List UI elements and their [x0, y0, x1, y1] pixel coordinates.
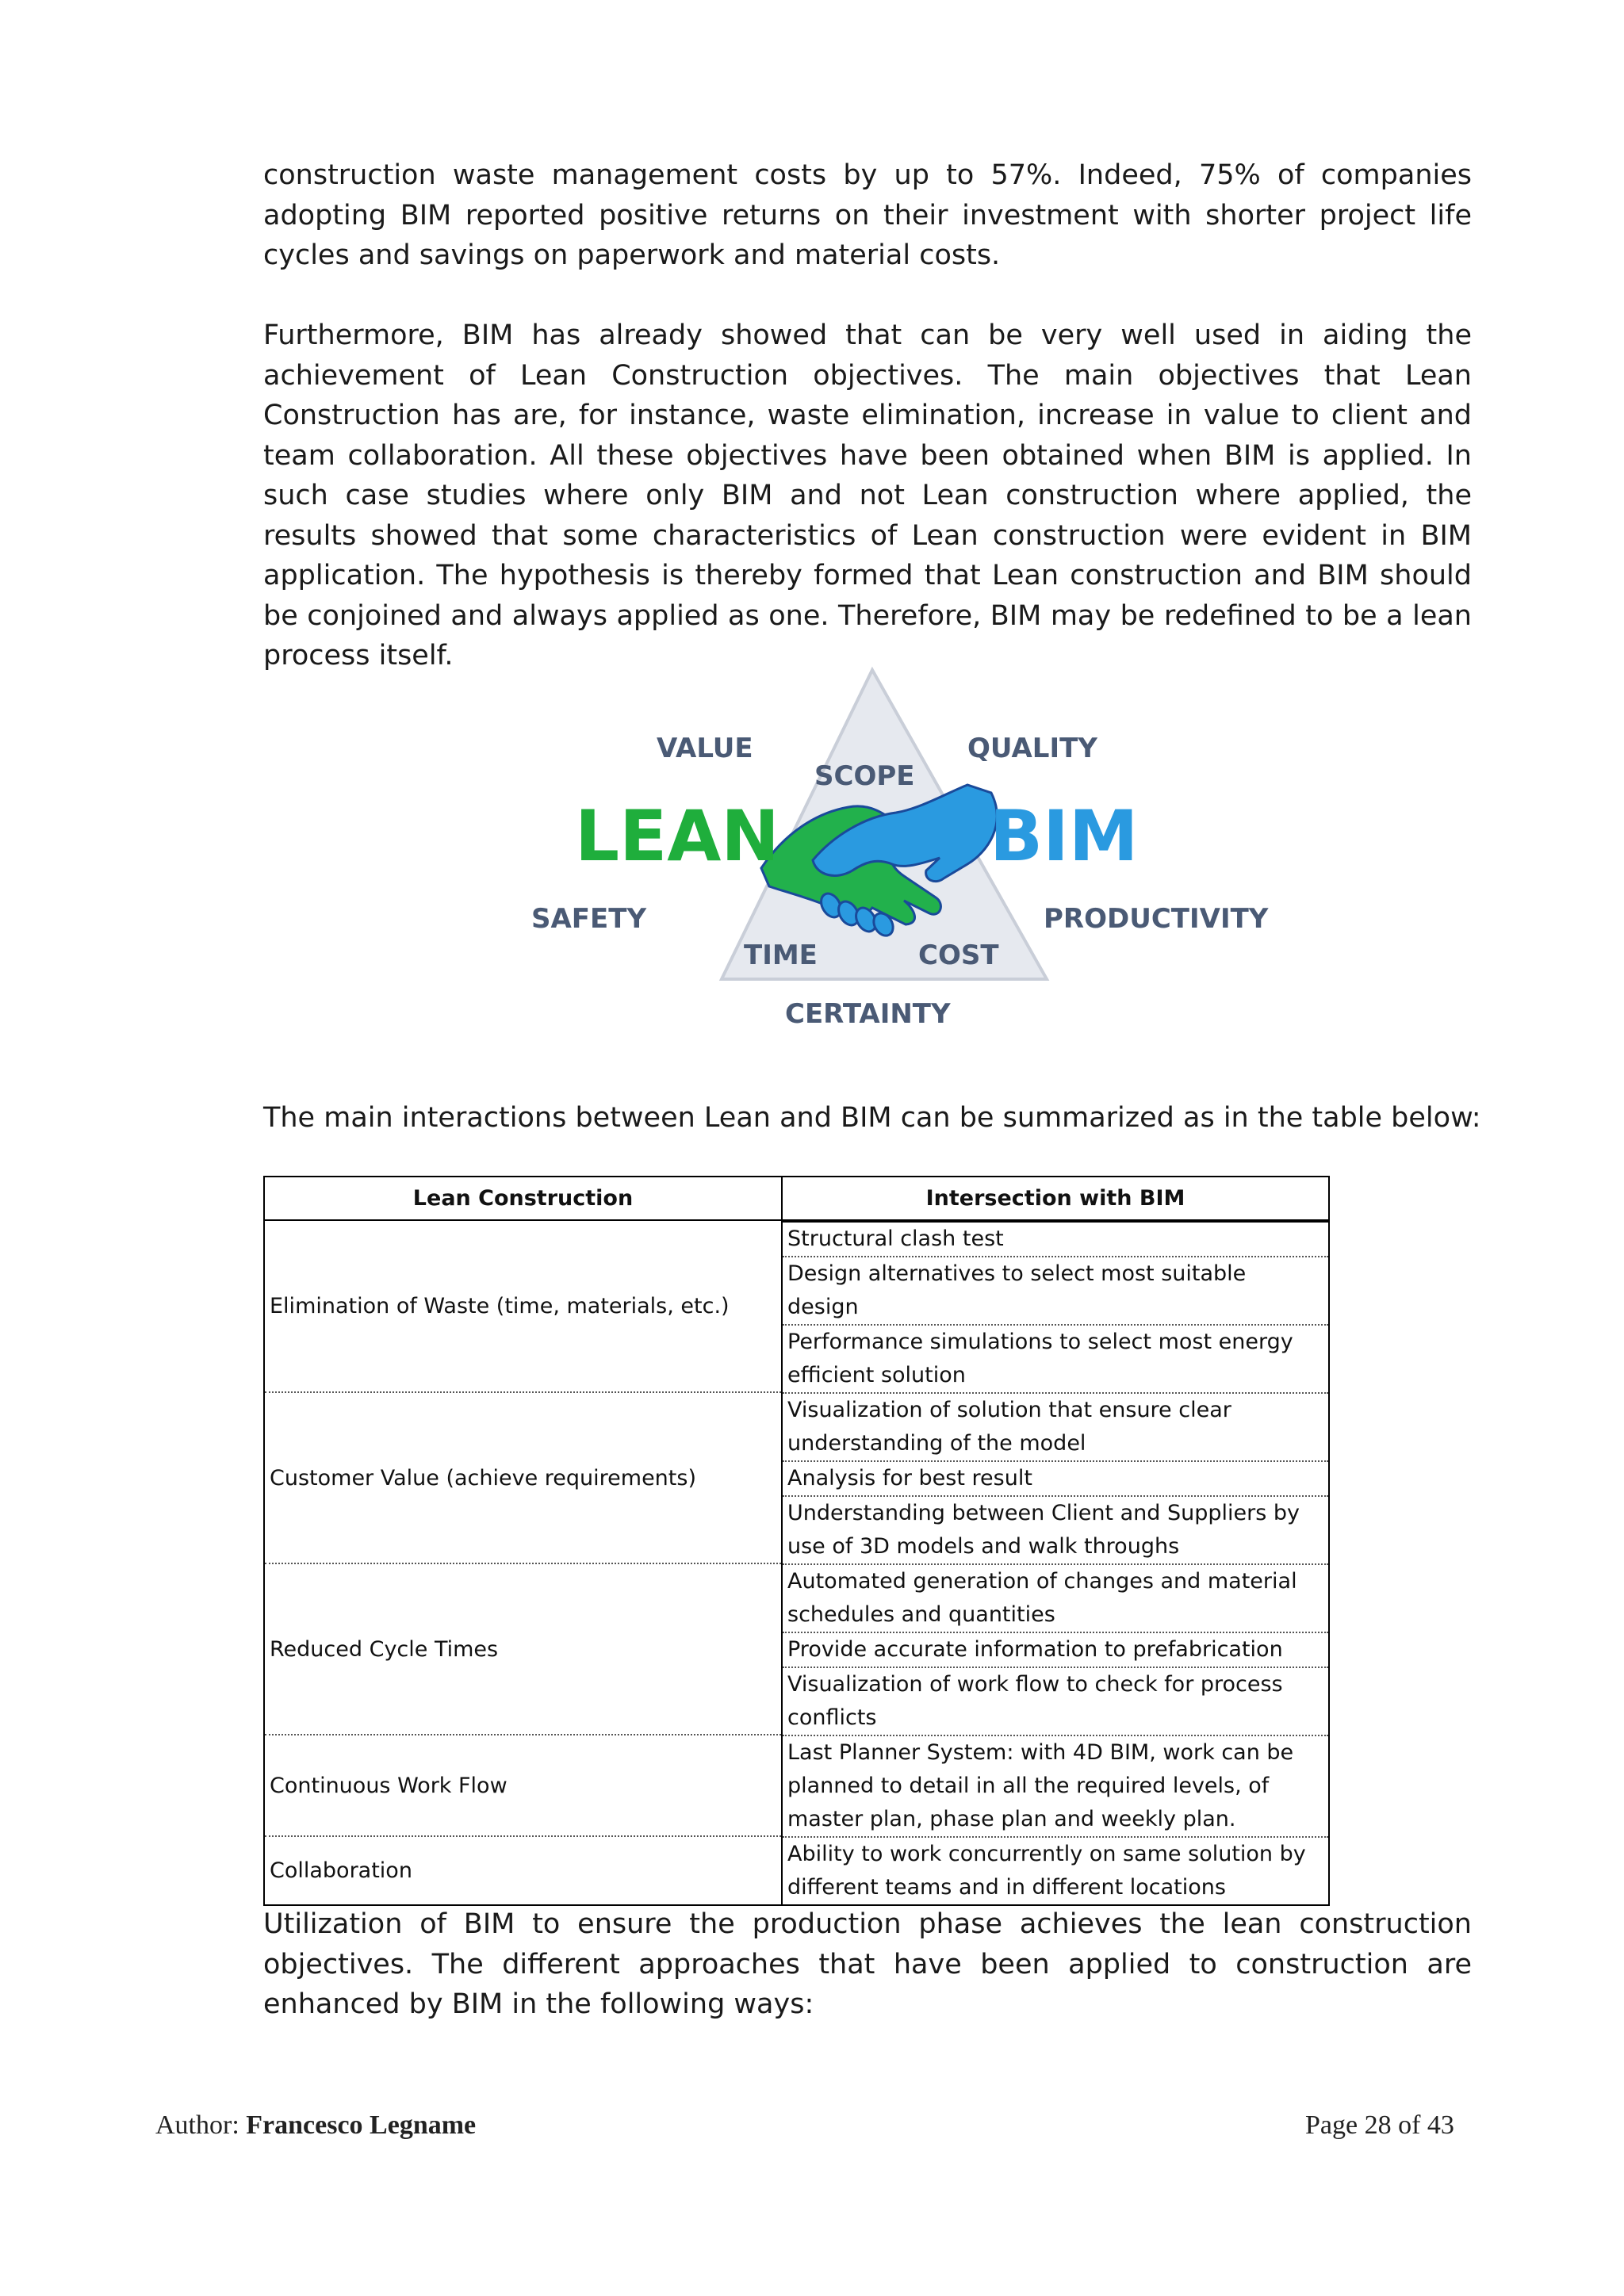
author-label: Author: [155, 2110, 239, 2140]
lean-cell: Elimination of Waste (time, materials, etc.) [264, 1220, 782, 1392]
footer-author [155, 2110, 476, 2141]
table-header-row [264, 1177, 1329, 1220]
intersection-item: Design alternatives to select most suitable design [783, 1256, 1328, 1324]
intersection-item: Visualization of solution that ensure clear understanding of the model [783, 1392, 1328, 1460]
table-row [264, 1735, 1329, 1836]
scope-label: SCOPE [814, 760, 915, 792]
intersection-cell [782, 1563, 1329, 1735]
intersection-item: Provide accurate information to prefabrication [783, 1632, 1328, 1667]
bim-label: BIM [990, 795, 1139, 877]
table-row [264, 1392, 1329, 1563]
footer-page-number: Page 28 of 43 [1305, 2110, 1454, 2140]
paragraph-lean-objectives: Furthermore, BIM has already showed that can be very well used in aiding the achievement of Lean Construction objectives. The main objectives that Lean Construction has are, for instance, waste elimination, increase in value to client and team collaboration. All these objectives have been obtained when BIM is applied. In such case studies where only BIM and not Lean construction where applied, the results showed that some characteristics of Lean construction were evident in BIM application. The hypothesis is thereby formed that Lean construction and BIM should be conjoined and always applied as one. Therefore, BIM may be redefined to be a lean process itself. [263, 320, 1472, 672]
author-name: Francesco Legname [246, 2110, 477, 2140]
productivity-label: PRODUCTIVITY [1044, 903, 1269, 935]
header-intersection-bim: Intersection with BIM [782, 1177, 1329, 1220]
intersection-item: Performance simulations to select most energy efficient solution [783, 1324, 1328, 1392]
header-lean-construction: Lean Construction [264, 1177, 782, 1220]
intersection-item: Automated generation of changes and material schedules and quantities [783, 1563, 1328, 1632]
intersection-item: Analysis for best result [783, 1460, 1328, 1495]
intersection-cell [782, 1220, 1329, 1392]
intersection-cell [782, 1735, 1329, 1836]
lean-label: LEAN [575, 795, 779, 877]
cost-label: COST [918, 939, 999, 971]
intersection-cell [782, 1836, 1329, 1905]
certainty-label: CERTAINTY [785, 998, 951, 1030]
intersection-item: Structural clash test [783, 1221, 1328, 1256]
paragraph-waste-costs: construction waste management costs by up to 57%. Indeed, 75% of companies adopting BIM reported positive returns on their investment with shorter project life cycles and savings on paperwork and material costs. [263, 159, 1472, 271]
table-body [264, 1220, 1329, 1905]
lean-cell: Collaboration [264, 1836, 782, 1905]
intersection-item: Last Planner System: with 4D BIM, work can be planned to detail in all the required levels, of master plan, phase plan and weekly plan. [783, 1735, 1328, 1836]
lean-cell: Continuous Work Flow [264, 1735, 782, 1836]
value-label: VALUE [657, 733, 753, 764]
paragraph-table-intro: The main interactions between Lean and BIM can be summarized as in the table below: [263, 1102, 1481, 1134]
intersection-item: Visualization of work flow to check for process conflicts [783, 1667, 1328, 1735]
table-row [264, 1563, 1329, 1735]
lean-bim-table [263, 1176, 1330, 1906]
intersection-item: Ability to work concurrently on same solution by different teams and in different locations [783, 1836, 1328, 1904]
intersection-item: Understanding between Client and Suppliers by use of 3D models and walk throughs [783, 1495, 1328, 1563]
paragraph-utilization: Utilization of BIM to ensure the production phase achieves the lean construction objectives. The different approaches that have been applied to construction are enhanced by BIM in the following ways: [263, 1908, 1472, 2020]
quality-label: QUALITY [967, 733, 1097, 764]
lean-bim-diagram [492, 666, 1285, 1047]
lean-cell: Reduced Cycle Times [264, 1563, 782, 1735]
table-row [264, 1220, 1329, 1392]
safety-label: SAFETY [531, 903, 647, 935]
lean-cell: Customer Value (achieve requirements) [264, 1392, 782, 1563]
intersection-cell [782, 1392, 1329, 1563]
time-label: TIME [744, 939, 818, 971]
table-row [264, 1836, 1329, 1905]
lean-bim-figure [492, 666, 1285, 1047]
